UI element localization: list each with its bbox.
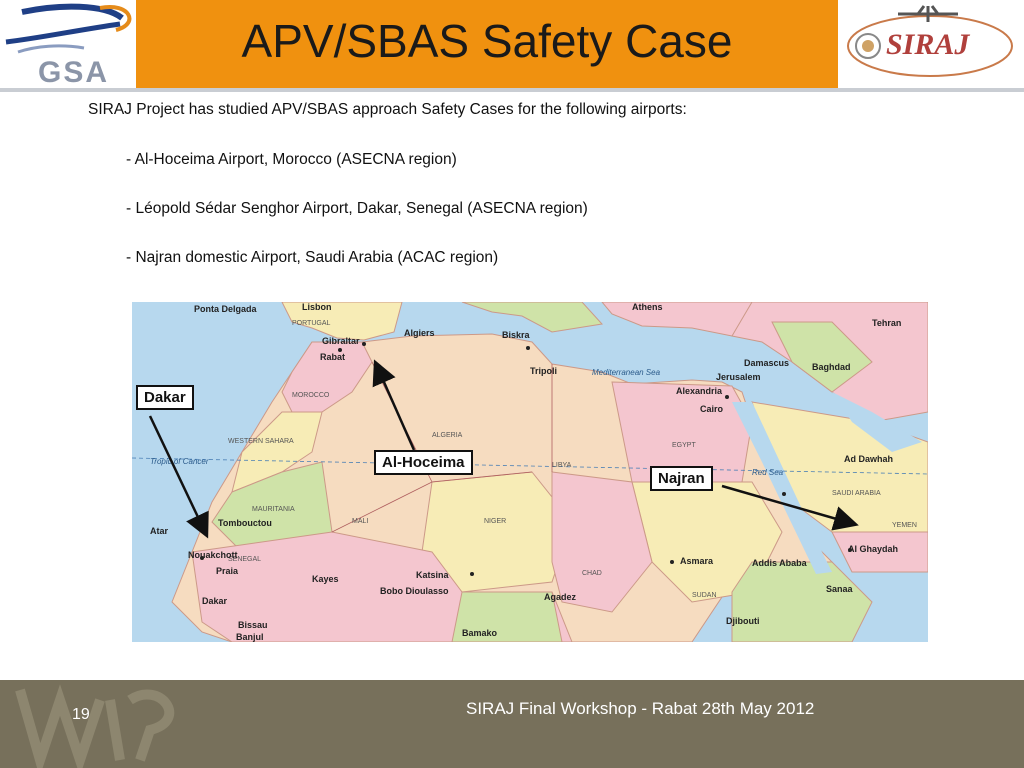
map-city-tunis: Biskra xyxy=(502,330,530,340)
map-city-tripoli: Tripoli xyxy=(530,366,557,376)
map-city-jerusalem: Jerusalem xyxy=(716,372,761,382)
map-city-dakar: Nouakchott xyxy=(188,550,238,560)
map-city-nouakchott: Tombouctou xyxy=(218,518,272,528)
map-city-asmara: Addis Ababa xyxy=(752,558,807,568)
map-city-cairo: Cairo xyxy=(700,404,724,414)
map-city-khartoum: Asmara xyxy=(680,556,714,566)
map-label-algeria: ALGERIA xyxy=(432,432,463,439)
map-city-praia: Atar xyxy=(150,526,169,536)
map-city-djibouti: Sanaa xyxy=(826,584,853,594)
map-label-libya: LIBYA xyxy=(552,462,572,469)
map-label-niger: NIGER xyxy=(484,518,507,525)
map-label-red-sea: Red Sea xyxy=(752,468,784,477)
map-label-sudan: SUDAN xyxy=(692,592,717,599)
map-city-bamako: Kayes xyxy=(312,574,339,584)
footer-text: SIRAJ Final Workshop - Rabat 28th May 2012 xyxy=(466,699,815,718)
map-label-saudi-arabia: SAUDI ARABIA xyxy=(832,490,881,497)
map-city-alexandria: Alexandria xyxy=(676,386,723,396)
map-city-riyadh: Ad Dawhah xyxy=(844,454,894,464)
map-city-athens: Athens xyxy=(632,302,663,312)
header-divider xyxy=(0,88,1024,92)
page-number: 19 xyxy=(72,706,90,723)
map-city-bissau: Dakar xyxy=(202,596,228,606)
map-label-chad: CHAD xyxy=(582,570,602,577)
gsa-logo-text: GSA xyxy=(38,56,110,89)
map-city-baghdad: Baghdad xyxy=(812,362,851,372)
map-label-portugal: PORTUGAL xyxy=(292,320,331,327)
map-label-egypt: EGYPT xyxy=(672,442,696,449)
callout-al-hoceima: Al-Hoceima xyxy=(374,450,473,475)
map-label-mauritania: MAURITANIA xyxy=(252,506,295,513)
bullet-hoceima: - Al-Hoceima Airport, Morocco (ASECNA region) xyxy=(126,151,457,168)
map-label-western-sahara: WESTERN SAHARA xyxy=(228,438,294,445)
map-city-sanaa: Al Ghaydah xyxy=(848,544,899,554)
map-city-conakry: Bissau xyxy=(238,620,268,630)
siraj-logo xyxy=(838,0,1024,88)
map-city-abuja: Bamako xyxy=(462,628,498,638)
intro-text: SIRAJ Project has studied APV/SBAS approach Safety Cases for the following airports: xyxy=(88,101,687,118)
bullet-najran: - Najran domestic Airport, Saudi Arabia (ACAC region) xyxy=(126,249,499,266)
map-label-mediterranean: Mediterranean Sea xyxy=(592,368,661,377)
gsa-logo xyxy=(0,0,136,92)
map-city-gibraltar: Gibraltar xyxy=(322,336,360,346)
map-north-africa xyxy=(132,302,928,642)
map-city-lisbon: Lisbon xyxy=(302,302,332,312)
map-label-mali: MALI xyxy=(352,518,369,525)
map-city-ouagadougou: Bobo Dioulasso xyxy=(380,586,449,596)
map-label-senegal: SENEGAL xyxy=(228,556,262,563)
map-city-rabat: Rabat xyxy=(320,352,346,362)
callout-dakar: Dakar xyxy=(136,385,194,410)
map-label-yemen: YEMEN xyxy=(892,522,917,529)
map-label-tropic: Tropic of Cancer xyxy=(150,457,209,466)
map-city-algiers: Algiers xyxy=(404,328,435,338)
callout-najran: Najran xyxy=(650,466,713,491)
map-city-damascus: Damascus xyxy=(744,358,790,368)
map-city-tehran: Tehran xyxy=(872,318,902,328)
bullet-dakar: - Léopold Sédar Senghor Airport, Dakar, Senegal (ASECNA region) xyxy=(126,200,588,217)
map-city-niamey: Katsina xyxy=(416,570,449,580)
map-city-addis-ababa: Djibouti xyxy=(726,616,760,626)
map-city-freetown: Banjul xyxy=(236,632,264,642)
map-city-ndjamena: Agadez xyxy=(544,592,577,602)
map-city-banjul: Praia xyxy=(216,566,239,576)
map-city-ponta-delgada: Ponta Delgada xyxy=(194,304,257,314)
footer-band xyxy=(0,680,1024,768)
siraj-logo-text: SIRAJ xyxy=(886,28,970,61)
page-title: APV/SBAS Safety Case xyxy=(241,15,733,67)
map-label-morocco: MOROCCO xyxy=(292,392,330,399)
